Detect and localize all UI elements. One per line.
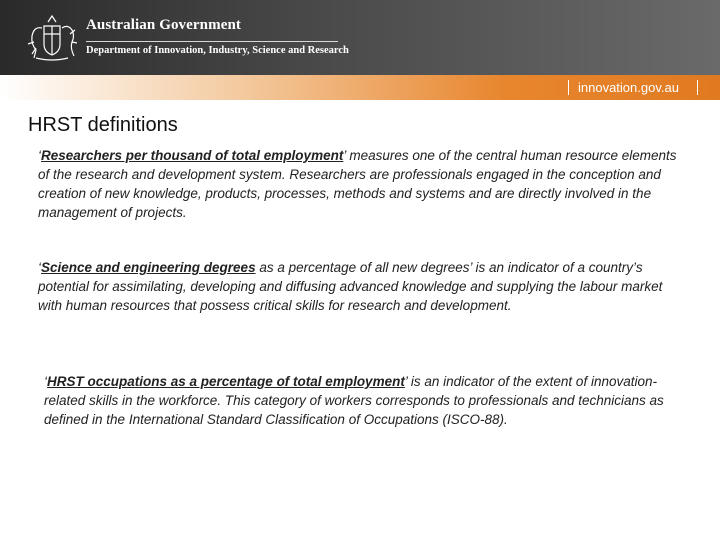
definition-text: ’ measures one of the central human resource elements of the research and development system. Researchers are professionals engaged in the conception and creation of new knowledge, products, processes, methods and systems and are directly involved in the management of projects.	[38, 148, 677, 220]
band-separator-left	[568, 80, 569, 95]
header-bar	[0, 0, 720, 75]
definition-term: Science and engineering degrees	[41, 260, 256, 275]
definition-term: Researchers per thousand of total employment	[41, 148, 344, 163]
definition-term: HRST occupations as a percentage of total employment	[47, 374, 405, 389]
page-title: HRST definitions	[28, 114, 178, 136]
definition-text: ’ is an indicator of the extent of innovation-related skills in the workforce. This category of workers corresponds to professionals and technicians as defined in the International Standard Classification of Occupations (ISCO-88).	[44, 374, 664, 427]
site-url-link[interactable]: innovation.gov.au	[578, 80, 679, 95]
definition-researchers	[38, 146, 688, 222]
definition-open-quote: ‘	[38, 148, 41, 163]
band-separator-right	[697, 80, 698, 95]
commonwealth-coat-of-arms-icon	[22, 12, 82, 64]
definition-open-quote: ‘	[38, 260, 41, 275]
definition-science-engineering	[38, 258, 688, 315]
department-title: Department of Innovation, Industry, Science and Research	[86, 45, 349, 56]
header-divider	[86, 41, 338, 42]
definition-text: as a percentage of all new degrees’ is an indicator of a country’s potential for assimilating, developing and diffusing advanced knowledge and supplying the labour market with human resources that possess critical skills for research and development.	[38, 260, 663, 313]
government-title: Australian Government	[86, 17, 242, 33]
definition-open-quote: ‘	[44, 374, 47, 389]
definition-hrst-occupations	[44, 372, 694, 429]
